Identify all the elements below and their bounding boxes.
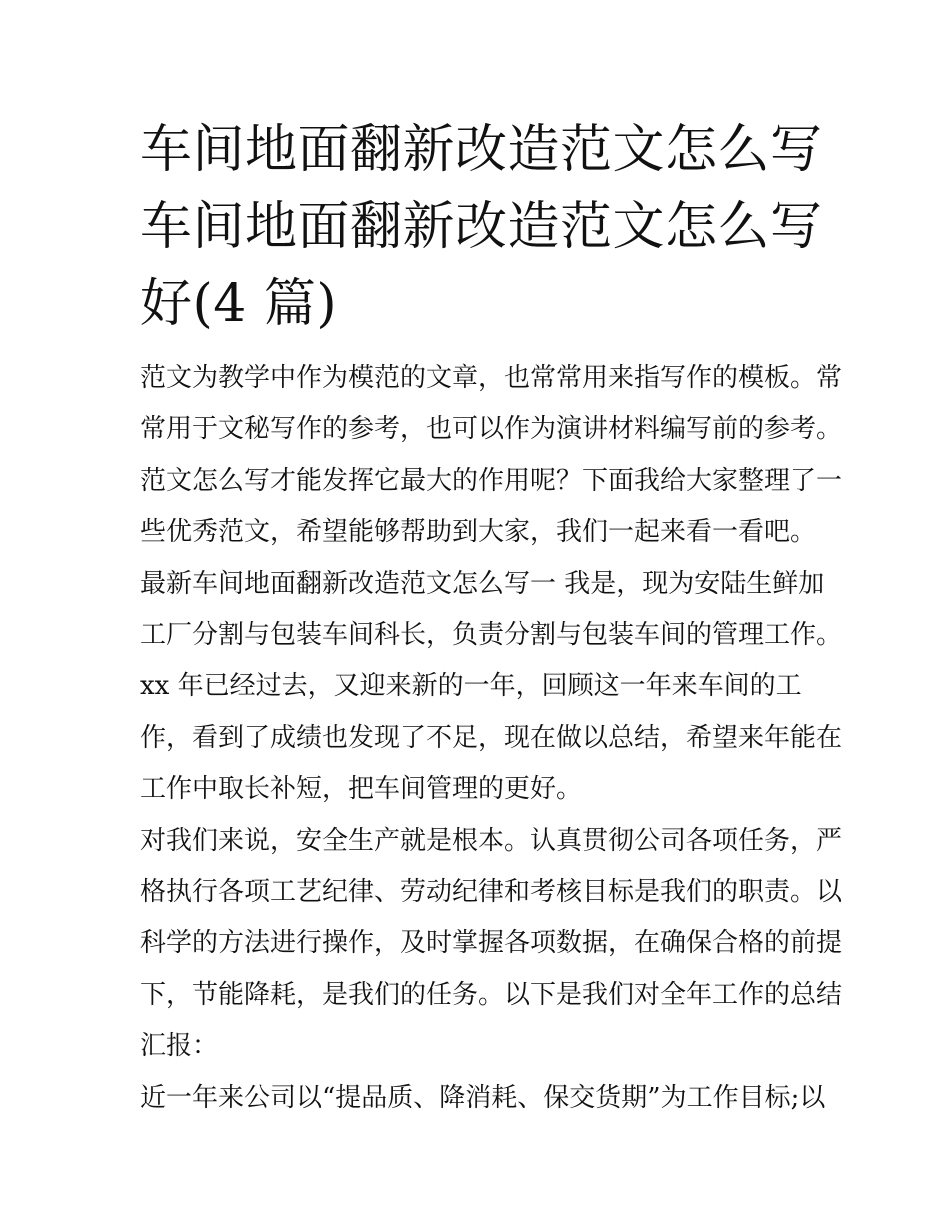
body-line: xx 年已经过去，又迎来新的一年，回顾这一年来车间的工 xyxy=(140,671,802,702)
body-line: 常用于文秘写作的参考，也可以作为演讲材料编写前的参考。 xyxy=(140,414,843,445)
body-line: 汇报： xyxy=(140,1031,219,1062)
document-title xyxy=(140,112,823,343)
body-line: 最新车间地面翻新改造范文怎么写一 我是，现为安陆生鲜加 xyxy=(140,568,825,599)
title-line-2: 车间地面翻新改造范文怎么写 xyxy=(140,197,823,257)
body-line: 范文为教学中作为模范的文章，也常常用来指写作的模板。常 xyxy=(140,363,843,393)
body-line: 工作中取长补短，把车间管理的更好。 xyxy=(140,774,583,805)
body-line: 范文怎么写才能发挥它最大的作用呢？下面我给大家整理了一 xyxy=(140,465,843,496)
body-line: 格执行各项工艺纪律、劳动纪律和考核目标是我们的职责。以 xyxy=(140,877,843,908)
body-line: 对我们来说，安全生产就是根本。认真贯彻公司各项任务，严 xyxy=(140,825,843,856)
body-line: 下，节能降耗，是我们的任务。以下是我们对全年工作的总结 xyxy=(140,979,843,1010)
body-line: 工厂分割与包装车间科长，负责分割与包装车间的管理工作。 xyxy=(140,620,843,651)
body-line: 作，看到了成绩也发现了不足，现在做以总结，希望来年能在 xyxy=(140,722,843,753)
body-line: 近一年来公司以“提品质、降消耗、保交货期”为工作目标;以 xyxy=(140,1082,826,1113)
body-line: 些优秀范文，希望能够帮助到大家，我们一起来看一看吧。 xyxy=(140,517,817,548)
title-line-1: 车间地面翻新改造范文怎么写 xyxy=(140,120,823,180)
body-line: 科学的方法进行操作，及时掌握各项数据，在确保合格的前提 xyxy=(140,928,843,959)
document-body xyxy=(140,353,843,1124)
title-line-3: 好(4 篇) xyxy=(140,274,338,334)
